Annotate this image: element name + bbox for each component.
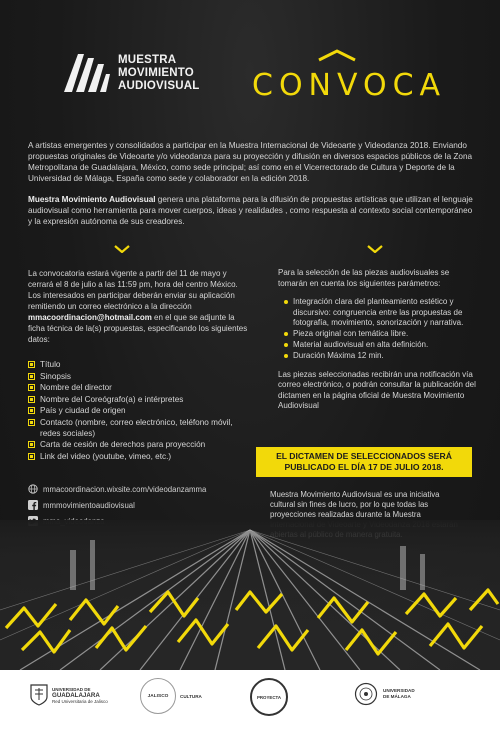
requirement-label: País y ciudad de origen (40, 406, 126, 415)
mma-logo-icon (62, 50, 112, 94)
closing-paragraph: Muestra Movimiento Audiovisual es una iniciativa cultural sin fines de lucro, por lo que todas las proyecciones realizadas durante la Muestra (270, 490, 440, 519)
list-item: Integración clara del planteamiento estético y discursivo: congruencia entre las propuestas de fotografía, movimiento, sonorización y narrativa. (284, 297, 478, 329)
list-item: Pieza original con temática libre. (284, 329, 478, 340)
requirement-label: Nombre del director (40, 383, 112, 392)
udg-line-3: Red Universitaria de Jalisco (52, 698, 108, 704)
list-item (28, 451, 248, 462)
dictamen-line-1: EL DICTAMEN DE SELECCIONADOS SERÁ (276, 451, 452, 461)
uma-line-1: UNIVERSIDAD (383, 688, 415, 693)
chevron-down-icon (113, 245, 131, 253)
logo-line-3: AUDIOVISUAL (118, 80, 200, 92)
facebook-icon (28, 500, 38, 510)
facebook-handle: mmmovimientoaudiovisual (43, 500, 135, 510)
uma-text (383, 688, 415, 700)
list-item (28, 382, 248, 393)
website-link[interactable] (28, 481, 258, 497)
dictamen-line-2: PUBLICADO EL DÍA 17 DE JULIO 2018. (284, 462, 444, 472)
checkbox-icon (28, 419, 35, 426)
submission-paragraph (28, 268, 248, 345)
list-item (28, 394, 248, 405)
highway-lights-background (0, 520, 500, 670)
list-item (28, 417, 248, 439)
logo-text (118, 54, 199, 93)
intro-org-name: Muestra Movimiento Audiovisual (28, 195, 156, 204)
jalisco-seal-icon (140, 678, 176, 714)
checkbox-icon (28, 361, 35, 368)
requirement-label: Sinopsis (40, 371, 71, 381)
requirement-label: Nombre del Coreógrafo(a) e intérpretes (40, 394, 184, 404)
proyecta-logo (250, 678, 288, 716)
contact-email: mmacoordinacion@hotmail.com (28, 313, 152, 322)
requirement-label: Título (40, 360, 61, 369)
udg-text (52, 687, 108, 704)
intro-paragraph-2 (28, 194, 474, 227)
sponsors-footer (0, 670, 500, 732)
checkbox-icon (28, 407, 35, 414)
list-item (28, 405, 248, 416)
list-item (28, 439, 248, 450)
criteria-list (284, 297, 478, 362)
logo-line-1: MUESTRA (118, 54, 177, 66)
checkbox-icon (28, 373, 35, 380)
requirement-label: Contacto (nombre, correo electrónico, teléfono móvil, redes sociales) (40, 417, 233, 438)
uma-logo (354, 682, 415, 706)
list-item (28, 371, 248, 382)
intro-section (28, 140, 474, 237)
dictamen-banner (256, 447, 472, 477)
cultura-label: CULTURA (180, 693, 202, 699)
submission-text-end: en el que se adjunte la ficha técnica de la(s) propuestas, especificando los siguientes datos: (28, 313, 248, 344)
checkbox-icon (28, 384, 35, 391)
page-title: CONVOCA (252, 68, 447, 103)
list-item: Material audiovisual en alta definición. (284, 340, 478, 351)
requirement-label: Link del video (youtube, vimeo, etc.) (40, 451, 172, 461)
chevron-up-icon (316, 48, 358, 62)
intro-paragraph-2-text: genera una plataforma para la difusión de propuestas artísticas que utilizan el lenguaje audiovisual como herramienta para mover cuerpos, ideas y realidades , como respuesta al contexto social contemporáneo y la expresión autónoma de sus creadores. (28, 195, 473, 226)
checkbox-icon (28, 441, 35, 448)
uma-seal-icon (354, 682, 378, 706)
list-item: Duración Máxima 12 min. (284, 351, 478, 362)
chevron-down-icon (366, 245, 384, 253)
list-item (28, 359, 248, 370)
facebook-link[interactable] (28, 497, 258, 513)
website-url: mmacoordinacion.wixsite.com/videodanzamma (43, 484, 207, 494)
notification-text: Las piezas seleccionadas recibirán una notificación vía correo electrónico, o podrán consultar la publicación del dictamen en la página oficial de Muestra Movimiento Audiovisual (278, 369, 476, 410)
jalisco-label: JALISCO (147, 693, 169, 699)
proyecta-label: PROYECTA (256, 694, 282, 700)
checkbox-icon (28, 453, 35, 460)
submission-text: La convocatoria estará vigente a partir del 11 de mayo y cerrará el 8 de julio a las 11:59 pm, hora del centro México. Los interesados en participar deberán enviar su aplicación remitiendo un correo electrónico a la dirección (28, 269, 238, 311)
uma-line-2: DE MÁLAGA (383, 694, 411, 699)
udg-logo (30, 684, 108, 706)
requirement-label: Carta de cesión de derechos para proyección (40, 440, 206, 450)
intro-paragraph-1: A artistas emergentes y consolidados a participar en la Muestra Internacional de Videoarte y Videodanza 2018. Enviando propuestas originales de Videoarte y/o videodanza para su proyección y difusión en diversos espacios públicos de la Zona Metropolitana de Guadalajara, México, como sede principal; así como en el Vicerrectorado de Cultura y Deporte de la Universidad de Málaga, España como sede y colaborador en la edición 2018. (28, 141, 473, 183)
jalisco-logo (140, 678, 202, 714)
checkbox-icon (28, 396, 35, 403)
criteria-intro: Para la selección de las piezas audiovisuales se tomarán en cuenta los siguientes parámetros: (278, 268, 450, 288)
requirements-list (28, 359, 248, 462)
proyecta-circle-icon (250, 678, 288, 716)
submission-info (28, 268, 248, 462)
globe-icon (28, 484, 38, 494)
udg-line-2: GUADALAJARA (52, 691, 100, 699)
selection-criteria (278, 268, 478, 412)
udg-line-1: UNIVERSIDAD DE (52, 686, 91, 692)
udg-shield-icon (30, 684, 48, 706)
logo-line-2: MOVIMIENTO (118, 67, 194, 79)
